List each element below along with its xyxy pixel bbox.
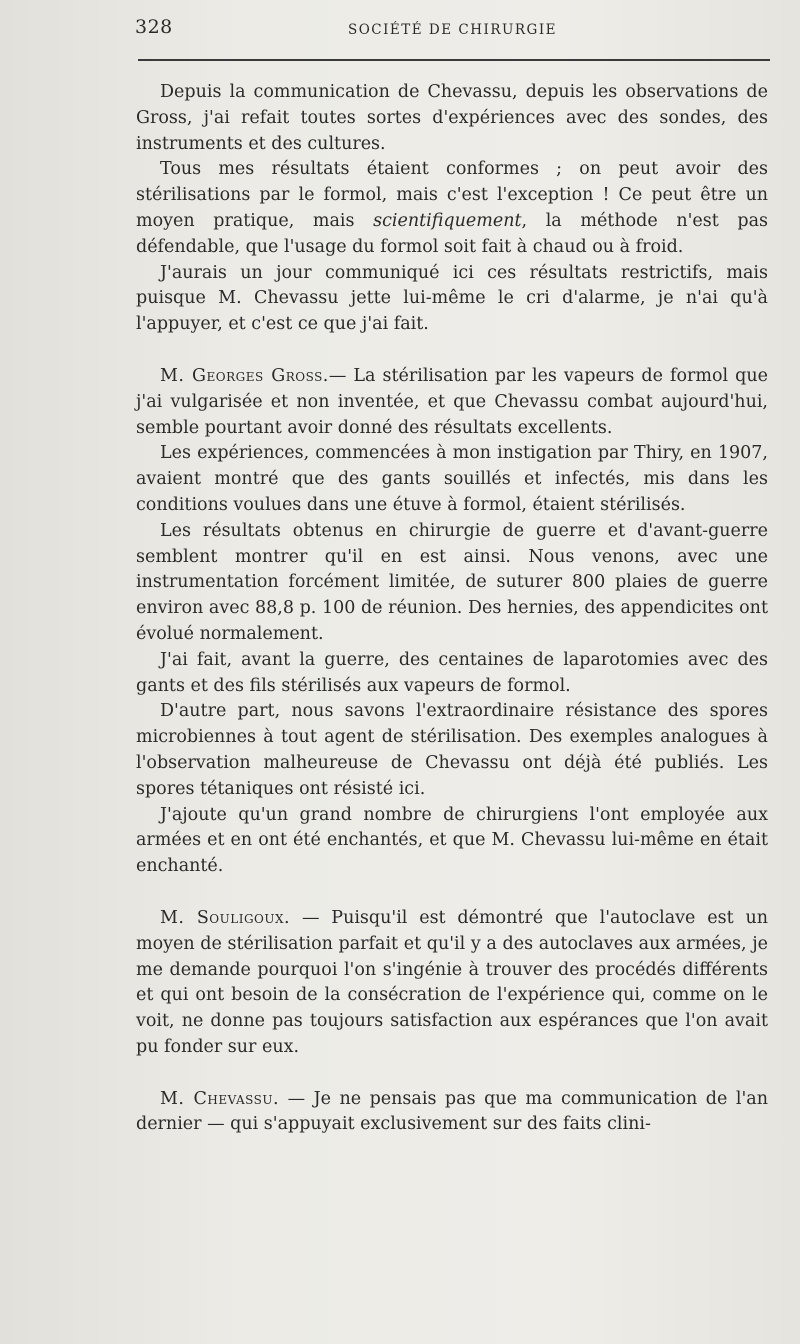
paragraph: [136, 803, 768, 880]
paragraph-text: , la méthode n'est pas défendable, que l'usage du formol soit fait à chaud ou à froid.: [136, 210, 768, 257]
paragraph: [136, 157, 768, 260]
paragraph: [136, 648, 768, 700]
emphasis-text: scientifiquement: [373, 210, 522, 231]
paragraph-text: J'ajoute qu'un grand nombre de chirurgiens l'ont employée aux armées et en ont été enchantés, et que M. Chevassu lui-même en était enchanté.: [136, 804, 768, 877]
paragraph: [136, 261, 768, 338]
paragraph: [136, 519, 768, 648]
paragraph-text: Les résultats obtenus en chirurgie de guerre et d'avant-guerre semblent montrer qu'il en est ainsi. Nous venons, avec une instrumentation forcément limitée, de suturer 800 plaies de guerre environ avec 88,8 p. 100 de réunion. Des hernies, des appendicites ont évolué normalement.: [136, 520, 768, 644]
paragraph-text: J'ai fait, avant la guerre, des centaines de laparotomies avec des gants et des fils stérilisés aux vapeurs de formol.: [136, 649, 768, 696]
speaker-name: M. Chevassu.: [160, 1088, 280, 1109]
page-number: 328: [135, 16, 173, 38]
document-body: [136, 80, 768, 1138]
paragraph-text: J'aurais un jour communiqué ici ces résultats restrictifs, mais puisque M. Chevassu jette lui-même le cri d'alarme, je n'ai qu'à l'appuyer, et c'est ce que j'ai fait.: [136, 262, 768, 335]
paragraph: [136, 699, 768, 802]
speaker-name: M. Georges Gross.: [160, 365, 329, 386]
speaker-paragraph: [136, 1087, 768, 1139]
paragraph-text: Les expériences, commencées à mon instigation par Thiry, en 1907, avaient montré que des gants souillés et infectés, mis dans les conditions voulues dans une étuve à formol, étaient stérilisés.: [136, 443, 768, 515]
paragraph: [136, 441, 768, 518]
page-header: [135, 14, 770, 44]
paragraph-text: Depuis la communication de Chevassu, depuis les observations de Gross, j'ai refait toutes sortes d'expériences avec des sondes, des instruments et des cultures.: [136, 82, 768, 154]
speaker-paragraph: [136, 364, 768, 441]
paragraph-text: — La stérilisation par les vapeurs de formol que j'ai vulgarisée et non inventée, et que Chevassu combat aujourd'hui, semble pourtant avoir donné des résultats excellents.: [136, 365, 768, 438]
header-rule: [138, 59, 770, 61]
speaker-name: M. Souligoux.: [160, 907, 291, 928]
paragraph: [136, 80, 768, 157]
paragraph-text: — Je ne pensais pas que ma communication de l'an dernier — qui s'appuyait exclusivement sur des faits clini-: [136, 1088, 768, 1135]
paragraph-text: — Puisqu'il est démontré que l'autoclave est un moyen de stérilisation parfait et qu'il y a des autoclaves aux armées, je me demande pourquoi l'on s'ingénie à trouver des procédés différents et qui ont besoin de la consécration de l'expérience qui, comme on le voit, ne donne pas toujours satisfaction aux espérances que l'on avait pu fonder sur eux.: [136, 907, 768, 1057]
speaker-paragraph: [136, 906, 768, 1061]
paragraph-text: Tous mes résultats étaient conformes ; on peut avoir des stérilisations par le formol, mais c'est l'exception ! Ce peut être un moyen pratique, mais: [136, 159, 768, 231]
running-title: SOCIÉTÉ DE CHIRURGIE: [347, 22, 558, 38]
paragraph-text: D'autre part, nous savons l'extraordinaire résistance des spores microbiennes à tout agent de stérilisation. Des exemples analogues à l'observation malheureuse de Chevassu ont déjà été publiés. Les spores tétaniques ont résisté ici.: [136, 701, 768, 799]
